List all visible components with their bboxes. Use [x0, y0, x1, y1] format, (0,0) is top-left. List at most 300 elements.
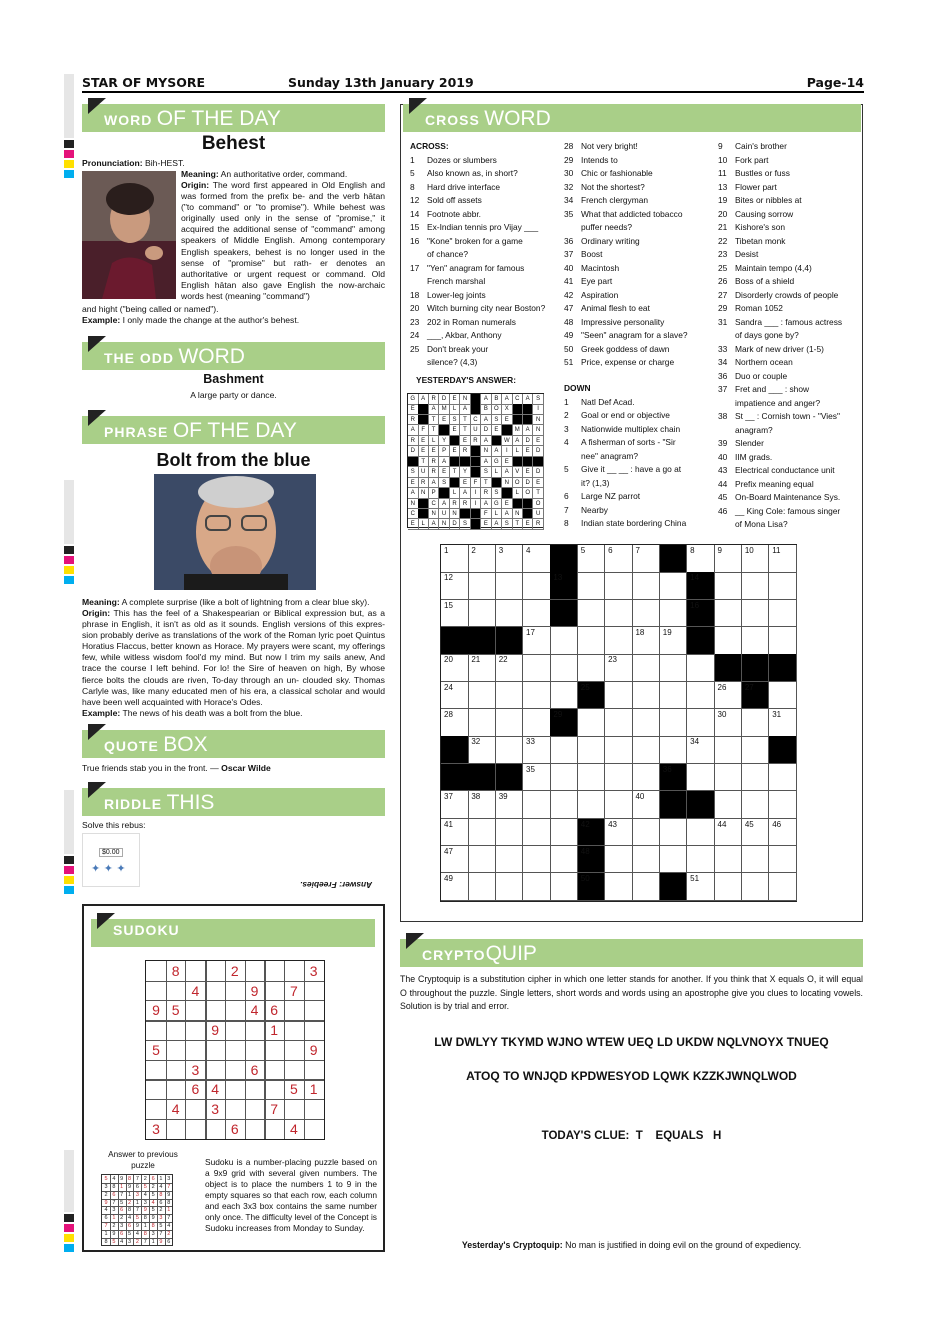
crossword-cell[interactable]: [742, 736, 770, 764]
sudoku-cell[interactable]: 9: [250, 982, 259, 999]
clue-text: Don't break your: [427, 343, 489, 354]
crossword-cell[interactable]: [523, 682, 551, 710]
answer-cell: N: [429, 509, 440, 520]
sudoku-cell[interactable]: [205, 1119, 225, 1139]
answer-cell: A: [481, 394, 492, 405]
crossword-cell[interactable]: [578, 654, 606, 682]
sudoku-cell[interactable]: [225, 1079, 245, 1099]
clue-number: 28: [564, 141, 574, 151]
crossword-cell[interactable]: [632, 764, 660, 792]
crossword-cell[interactable]: 37: [441, 791, 469, 819]
sudoku-cell[interactable]: [225, 981, 245, 1001]
crossword-cell[interactable]: [769, 791, 797, 819]
crossword-cell[interactable]: 17: [523, 627, 551, 655]
crossword-cell[interactable]: [742, 791, 770, 819]
sudoku-cell[interactable]: [146, 1060, 166, 1080]
crossword-cell[interactable]: [715, 736, 743, 764]
crossword-cell[interactable]: [632, 654, 660, 682]
crossword-cell[interactable]: [769, 682, 797, 710]
crossword-cell[interactable]: 11: [769, 545, 797, 573]
sudoku-cell[interactable]: [166, 1020, 186, 1040]
sudoku-cell[interactable]: 3: [211, 1100, 219, 1117]
sudoku-cell[interactable]: [264, 1119, 284, 1139]
crossword-cell[interactable]: [687, 709, 715, 737]
crossword-cell[interactable]: 15: [441, 600, 469, 628]
mini-cell: 2: [128, 1199, 132, 1206]
crossword-cell[interactable]: 23: [605, 654, 633, 682]
crossword-cell[interactable]: [578, 572, 606, 600]
answer-cell: F: [471, 478, 482, 489]
crossword-block: [687, 791, 715, 819]
sudoku-cell[interactable]: [264, 1040, 284, 1060]
crossword-cell[interactable]: 43: [605, 819, 633, 847]
sudoku-cell[interactable]: [245, 1099, 265, 1119]
grid-line: [102, 1199, 172, 1200]
sudoku-cell[interactable]: [245, 1119, 265, 1139]
crossword-cell[interactable]: 22: [496, 654, 524, 682]
crossword-cell[interactable]: 28: [441, 709, 469, 737]
answer-cell: E: [533, 436, 544, 447]
registration-mark: [64, 150, 74, 158]
answer-block: [513, 457, 524, 468]
rebus-price: $0.00: [99, 848, 123, 857]
crossword-cell[interactable]: [550, 873, 578, 901]
crossword-cell[interactable]: [687, 819, 715, 847]
sudoku-cell[interactable]: 6: [270, 1002, 279, 1019]
crossword-cell[interactable]: [769, 764, 797, 792]
answer-block: [523, 404, 534, 415]
mini-cell: 1: [120, 1183, 124, 1190]
crossword-cell[interactable]: [632, 846, 660, 874]
sudoku-cell[interactable]: [284, 1020, 304, 1040]
crossword-cell[interactable]: 3: [496, 545, 524, 573]
sudoku-cell[interactable]: [245, 961, 265, 981]
mini-cell: 7: [167, 1183, 171, 1190]
crossword-cell[interactable]: 20: [441, 654, 469, 682]
sudoku-cell[interactable]: 5: [289, 1081, 298, 1098]
crossword-cell[interactable]: 38: [468, 791, 496, 819]
sudoku-cell[interactable]: [264, 961, 284, 981]
sudoku-cell[interactable]: 3: [191, 1061, 200, 1078]
clue-text: of Mona Lisa?: [735, 519, 788, 529]
crossword-cell[interactable]: [660, 600, 688, 628]
crossword-cell[interactable]: [605, 791, 633, 819]
crossword-cell[interactable]: [605, 873, 633, 901]
crossword-cell[interactable]: 33: [523, 736, 551, 764]
clue-item: [410, 343, 560, 357]
crossword-cell[interactable]: [550, 682, 578, 710]
mini-cell: 9: [135, 1223, 139, 1230]
answer-cell: D: [523, 436, 534, 447]
crossword-cell[interactable]: [496, 600, 524, 628]
sudoku-cell[interactable]: [245, 1040, 265, 1060]
crossword-cell[interactable]: [523, 600, 551, 628]
crossword-cell[interactable]: [496, 736, 524, 764]
sudoku-cell[interactable]: [225, 1060, 245, 1080]
crossword-cell[interactable]: [468, 819, 496, 847]
answer-block: [513, 404, 524, 415]
crossword-cell[interactable]: 49: [441, 873, 469, 901]
sudoku-cell[interactable]: [146, 1020, 166, 1040]
crossword-cell[interactable]: [715, 873, 743, 901]
clue-number: 32: [564, 181, 574, 192]
sudoku-cell[interactable]: [284, 1060, 304, 1080]
sudoku-cell[interactable]: [304, 1119, 324, 1139]
crossword-cell[interactable]: 4: [523, 545, 551, 573]
sudoku-cell[interactable]: [225, 1099, 245, 1119]
crossword-cell[interactable]: [742, 709, 770, 737]
sudoku-cell[interactable]: [185, 961, 205, 981]
answer-cell: A: [460, 488, 471, 499]
crossword-cell[interactable]: [742, 572, 770, 600]
clue-number: 8: [410, 181, 415, 192]
crossword-cell[interactable]: 6: [605, 545, 633, 573]
crossword-cell[interactable]: [715, 572, 743, 600]
sudoku-cell[interactable]: 6: [230, 1120, 239, 1137]
crossword-cell[interactable]: [687, 764, 715, 792]
answer-cell: E: [523, 446, 534, 457]
crossword-cell[interactable]: [468, 682, 496, 710]
crossword-cell[interactable]: 34: [687, 736, 715, 764]
crossword-cell[interactable]: 30: [715, 709, 743, 737]
sudoku-cell[interactable]: 4: [191, 982, 200, 999]
crossword-cell[interactable]: 51: [687, 873, 715, 901]
sudoku-cell[interactable]: [245, 1020, 265, 1040]
crossword-cell[interactable]: [769, 846, 797, 874]
crossword-cell[interactable]: [769, 572, 797, 600]
sudoku-cell[interactable]: 9: [211, 1022, 219, 1039]
sudoku-cell[interactable]: [185, 1020, 205, 1040]
clue-text: "Yen" anagram for famous: [427, 262, 525, 273]
crossword-cell[interactable]: [742, 764, 770, 792]
clue-number: 8: [564, 518, 569, 528]
crossword-block: [715, 654, 743, 682]
crossword-cell[interactable]: [550, 791, 578, 819]
crossword-cell[interactable]: [523, 846, 551, 874]
sudoku-cell[interactable]: 7: [270, 1100, 279, 1117]
crossword-cell[interactable]: [715, 846, 743, 874]
sudoku-cell[interactable]: [185, 1040, 205, 1060]
sudoku-cell[interactable]: 3: [152, 1120, 160, 1137]
crossword-cell[interactable]: 45: [742, 819, 770, 847]
sudoku-cell[interactable]: 6: [250, 1061, 259, 1078]
sudoku-cell[interactable]: [264, 981, 284, 1001]
clue-text: Witch burning city near Boston?: [427, 303, 546, 313]
clue-number: 23: [410, 316, 420, 327]
mini-cell: 9: [159, 1238, 163, 1245]
sudoku-cell[interactable]: 4: [211, 1081, 219, 1098]
crossword-cell[interactable]: 26: [715, 682, 743, 710]
sudoku-cell[interactable]: 4: [171, 1100, 180, 1117]
crossword-cell[interactable]: 24: [441, 682, 469, 710]
sudoku-cell[interactable]: [284, 1040, 304, 1060]
clue-item: [410, 235, 560, 249]
crossword-cell[interactable]: [496, 873, 524, 901]
crossword-cell[interactable]: 40: [632, 791, 660, 819]
sudoku-cell[interactable]: [245, 1079, 265, 1099]
crossword-cell[interactable]: [660, 654, 688, 682]
crossword-cell[interactable]: 39: [496, 791, 524, 819]
sudoku-cell[interactable]: 3: [309, 963, 318, 979]
mini-cell: 2: [135, 1238, 139, 1245]
crossword-cell[interactable]: [605, 846, 633, 874]
clue-text: of days gone by?: [735, 330, 799, 340]
clue-text: Mark of new driver (1-5): [735, 343, 824, 354]
clue-text: Aspiration: [581, 289, 619, 300]
answer-cell: E: [460, 478, 471, 489]
crossword-cell[interactable]: [578, 627, 606, 655]
crossword-cell[interactable]: [496, 819, 524, 847]
crossword-cell[interactable]: 19: [660, 627, 688, 655]
sudoku-cell[interactable]: 2: [230, 963, 239, 979]
crossword-cell[interactable]: [632, 709, 660, 737]
clue-item: [410, 329, 560, 343]
sudoku-cell[interactable]: [146, 981, 166, 1001]
crossword-cell[interactable]: [523, 791, 551, 819]
crossword-cell[interactable]: 1: [441, 545, 469, 573]
crossword-cell[interactable]: [605, 736, 633, 764]
crossword-cell[interactable]: [578, 736, 606, 764]
sudoku-cell[interactable]: [284, 961, 304, 981]
sudoku-cell[interactable]: [205, 1060, 225, 1080]
clue-number: 33: [718, 343, 728, 354]
crossword-cell[interactable]: 18: [632, 627, 660, 655]
crossword-cell[interactable]: [550, 846, 578, 874]
crossword-cell[interactable]: [605, 682, 633, 710]
answer-cell: D: [408, 446, 419, 457]
crossword-cell[interactable]: [769, 873, 797, 901]
sudoku-cell[interactable]: [166, 1119, 186, 1139]
clue-item: [718, 221, 860, 235]
crossword-cell[interactable]: [632, 873, 660, 901]
crossword-cell[interactable]: 41: [441, 819, 469, 847]
word-pronunciation: Pronunciation: Bih-HEST.: [82, 158, 185, 168]
sudoku-cell[interactable]: [304, 981, 324, 1001]
sudoku-cell[interactable]: [166, 1040, 186, 1060]
crossword-cell[interactable]: [632, 572, 660, 600]
crossword-cell[interactable]: 35: [523, 764, 551, 792]
crossword-cell[interactable]: 8: [687, 545, 715, 573]
crossword-cell[interactable]: [742, 846, 770, 874]
sudoku-cell[interactable]: [205, 1000, 225, 1020]
crossword-cell[interactable]: [550, 764, 578, 792]
clue-item: [410, 194, 560, 208]
sudoku-cell[interactable]: 4: [289, 1120, 298, 1137]
sudoku-cell[interactable]: [205, 1040, 225, 1060]
sudoku-cell[interactable]: [264, 1060, 284, 1080]
crossword-cell[interactable]: [742, 627, 770, 655]
crossword-cell[interactable]: [523, 819, 551, 847]
word-meaning: Meaning: An authoritative order, command.: [181, 169, 348, 179]
sudoku-cell[interactable]: [146, 1099, 166, 1119]
crossword-cell[interactable]: [715, 627, 743, 655]
crossword-cell[interactable]: [523, 572, 551, 600]
crossword-cell[interactable]: 10: [742, 545, 770, 573]
answer-cell: T: [429, 415, 440, 426]
phrase-example: Example: The news of his death was a bolt from the blue.: [82, 708, 303, 718]
sudoku-cell[interactable]: 5: [171, 1002, 180, 1019]
sudoku-cell[interactable]: [225, 1000, 245, 1020]
sudoku-cell[interactable]: [185, 1000, 205, 1020]
crossword-cell[interactable]: [605, 764, 633, 792]
sudoku-cell[interactable]: 9: [152, 1002, 160, 1019]
answer-block: [460, 457, 471, 468]
cryptoquip-yesterday: Yesterday's Cryptoquip: No man is justified in doing evil on the ground of expediency.: [461, 1240, 802, 1250]
sudoku-cell[interactable]: [146, 961, 166, 981]
crossword-cell[interactable]: [468, 600, 496, 628]
sudoku-cell[interactable]: [304, 1099, 324, 1119]
crossword-cell[interactable]: [605, 600, 633, 628]
clue-number: 23: [718, 249, 728, 259]
word-origin: Origin: The word first appeared in Old English and was formed from the prefix be- and the verb hātan ("to command" or "to promise"). While behest was originally used only in the sense of "promise," it acquired the additional sense of "command" among speakers of Middle English. Among contemporary English speakers, behest is no longer used in the sense of "promise" but rath- er denotes an authoritative or urgent request or command. Old English hātan also gave English the now-archaic words hest (meaning "command"): [181, 180, 386, 301]
crossword-cell[interactable]: 32: [468, 736, 496, 764]
answer-block: [502, 488, 513, 499]
crossword-cell[interactable]: [742, 600, 770, 628]
crossword-cell[interactable]: [550, 819, 578, 847]
clue-item: [564, 194, 714, 208]
crossword-cell[interactable]: [660, 709, 688, 737]
crossword-cell[interactable]: [468, 709, 496, 737]
sudoku-cell[interactable]: [284, 1000, 304, 1020]
crossword-cell[interactable]: [660, 736, 688, 764]
crossword-cell[interactable]: [550, 627, 578, 655]
crossword-cell[interactable]: [715, 764, 743, 792]
crossword-cell[interactable]: [715, 600, 743, 628]
crossword-cell[interactable]: [578, 600, 606, 628]
sudoku-cell[interactable]: [304, 1000, 324, 1020]
clue-text: Bustles or fuss: [735, 168, 790, 178]
answer-block: [439, 488, 450, 499]
crossword-cell[interactable]: [468, 846, 496, 874]
sudoku-cell[interactable]: [166, 981, 186, 1001]
sudoku-cell[interactable]: [225, 1040, 245, 1060]
mini-cell: 8: [159, 1191, 163, 1198]
crossword-cell[interactable]: [578, 791, 606, 819]
sudoku-cell[interactable]: 4: [250, 1002, 259, 1019]
crossword-cell[interactable]: [769, 627, 797, 655]
crossword-cell[interactable]: [468, 873, 496, 901]
answer-block: [471, 509, 482, 520]
sudoku-cell[interactable]: 1: [309, 1081, 318, 1098]
crossword-cell[interactable]: 46: [769, 819, 797, 847]
crossword-cell[interactable]: [632, 600, 660, 628]
sudoku-cell[interactable]: [166, 1079, 186, 1099]
sudoku-cell[interactable]: [264, 1079, 284, 1099]
clue-item: [410, 302, 560, 316]
crossword-cell[interactable]: [687, 654, 715, 682]
crossword-cell[interactable]: [605, 627, 633, 655]
answer-cell: A: [460, 404, 471, 415]
crossword-cell[interactable]: [578, 764, 606, 792]
mini-cell: 5: [120, 1199, 124, 1206]
sudoku-cell[interactable]: [304, 1020, 324, 1040]
crossword-cell[interactable]: [660, 846, 688, 874]
sudoku-cell[interactable]: 1: [270, 1022, 279, 1039]
crossword-cell[interactable]: [496, 709, 524, 737]
crossword-cell[interactable]: [660, 682, 688, 710]
crossword-cell[interactable]: [632, 819, 660, 847]
answer-cell: I: [471, 488, 482, 499]
crossword-cell[interactable]: 31: [769, 709, 797, 737]
crossword-cell[interactable]: [687, 846, 715, 874]
crossword-cell[interactable]: [769, 600, 797, 628]
sudoku-cell[interactable]: 6: [191, 1081, 200, 1098]
clue-text: Fret and ___ : show: [735, 384, 810, 394]
crossword-cell[interactable]: [523, 709, 551, 737]
crossword-block: [550, 600, 578, 628]
crossword-cell[interactable]: [660, 819, 688, 847]
crossword-cell[interactable]: [632, 736, 660, 764]
sudoku-cell[interactable]: 7: [289, 982, 298, 999]
sudoku-cell[interactable]: 5: [152, 1041, 160, 1058]
crossword-cell[interactable]: [523, 873, 551, 901]
sudoku-cell[interactable]: [166, 1060, 186, 1080]
crossword-cell[interactable]: 21: [468, 654, 496, 682]
clue-item: [718, 343, 860, 357]
sudoku-cell[interactable]: 9: [309, 1041, 318, 1058]
answer-block: [513, 499, 524, 510]
sudoku-cell[interactable]: [146, 1079, 166, 1099]
crossword-block: [441, 764, 469, 792]
grid-line: [146, 1079, 324, 1081]
answer-cell: N: [502, 478, 513, 489]
crossword-cell[interactable]: 44: [715, 819, 743, 847]
crossword-block: 48: [578, 846, 606, 874]
sudoku-cell[interactable]: [304, 1060, 324, 1080]
mini-cell: 9: [128, 1183, 132, 1190]
crossword-cell[interactable]: [468, 572, 496, 600]
crossword-cell[interactable]: [632, 682, 660, 710]
crossword-cell[interactable]: [550, 654, 578, 682]
crossword-cell[interactable]: [605, 709, 633, 737]
answer-cell: N: [533, 415, 544, 426]
crossword-cell[interactable]: 47: [441, 846, 469, 874]
crossword-cell[interactable]: [578, 709, 606, 737]
crossword-cell[interactable]: [687, 682, 715, 710]
sudoku-cell[interactable]: [185, 1119, 205, 1139]
sudoku-cell[interactable]: [185, 1099, 205, 1119]
word-of-day-title: Behest: [201, 133, 266, 154]
crossword-cell[interactable]: 12: [441, 572, 469, 600]
crossword-cell[interactable]: [660, 572, 688, 600]
clue-text: Desist: [735, 249, 759, 259]
crossword-cell[interactable]: [496, 846, 524, 874]
crossword-cell[interactable]: [605, 572, 633, 600]
crossword-cell[interactable]: 9: [715, 545, 743, 573]
answer-cell: S: [439, 478, 450, 489]
crossword-cell[interactable]: [715, 791, 743, 819]
crossword-cell[interactable]: [742, 873, 770, 901]
grid-line: [146, 1119, 324, 1120]
crossword-cell[interactable]: 2: [468, 545, 496, 573]
sudoku-cell[interactable]: [284, 1099, 304, 1119]
crossword-cell[interactable]: [496, 572, 524, 600]
clue-number: 14: [410, 208, 420, 219]
sudoku-cell[interactable]: [205, 961, 225, 981]
answer-cell: D: [439, 394, 450, 405]
sudoku-cell[interactable]: 8: [171, 963, 180, 979]
down-heading: DOWN: [564, 383, 591, 393]
sudoku-cell[interactable]: [225, 1020, 245, 1040]
clue-number: 42: [564, 289, 574, 300]
cryptoquip-intro: The Cryptoquip is a substitution cipher in which one letter stands for another. If you think that X equals O, it will equal O throughout the puzzle. Single letters, short words and words using an apostrophe give you clues to locating vowels. Solution is by trial and error.: [400, 974, 863, 1011]
crossword-cell[interactable]: 7: [632, 545, 660, 573]
crossword-cell[interactable]: [496, 682, 524, 710]
crossword-cell[interactable]: [523, 654, 551, 682]
crossword-cell[interactable]: 5: [578, 545, 606, 573]
crossword-cell[interactable]: [550, 736, 578, 764]
sudoku-cell[interactable]: [205, 981, 225, 1001]
